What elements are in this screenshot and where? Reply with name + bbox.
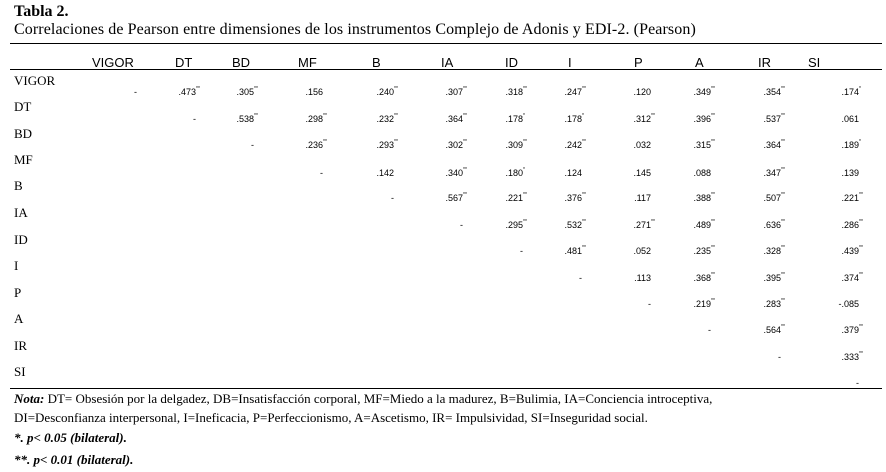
cell-ia-id: .295**	[505, 219, 527, 230]
cell-value: .113	[634, 273, 651, 283]
cell-value: .368	[693, 273, 711, 283]
row-label-dt: DT	[14, 99, 32, 114]
cell-value: .349	[693, 87, 711, 97]
cell-value: .221	[505, 193, 523, 203]
cell-value: -	[320, 168, 323, 178]
cell-ia-a: .489**	[693, 219, 715, 230]
row-label-a: A	[14, 311, 24, 326]
column-header-p: P	[634, 55, 643, 70]
cell-value: .221	[841, 193, 859, 203]
cell-value: -	[856, 378, 859, 388]
cell-value: -	[460, 220, 463, 230]
cell-value: .240	[376, 87, 394, 97]
cell-vigor-a: .349**	[693, 86, 715, 97]
cell-value: .364	[445, 114, 463, 124]
column-header-i: I	[568, 55, 572, 70]
cell-value: .333	[841, 352, 859, 362]
cell-mf-ir: .347**	[763, 167, 785, 178]
cell-value: -	[579, 273, 582, 283]
column-header-mf: MF	[298, 55, 317, 70]
column-header-bd: BD	[232, 55, 251, 70]
cell-bd-si: .189*	[841, 139, 861, 150]
cell-value: .564	[763, 325, 781, 335]
cell-id-si: .439**	[841, 245, 863, 256]
table-top-rule	[10, 43, 882, 44]
cell-bd-ia: .302**	[445, 139, 467, 150]
cell-value: .340	[445, 168, 463, 178]
column-header-ir: IR	[758, 55, 771, 70]
cell-value: -.085	[838, 299, 859, 309]
cell-ir-ir	[778, 352, 788, 362]
cell-ia-si: .286**	[841, 219, 863, 230]
cell-bd-i: .242**	[564, 139, 586, 150]
column-header-id: ID	[505, 55, 518, 70]
cell-id-i: .481**	[564, 245, 586, 256]
cell-bd-id: .309**	[505, 139, 527, 150]
cell-vigor-si: .174*	[841, 86, 861, 97]
cell-dt-b: .232**	[376, 113, 398, 124]
cell-value: .439	[841, 246, 859, 256]
significance-note-01: **. p< 0.01 (bilateral).	[14, 452, 134, 467]
cell-vigor-b: .240**	[376, 86, 398, 97]
cell-value: .124	[564, 168, 582, 178]
cell-i-p	[634, 273, 658, 283]
row-label-p: P	[14, 285, 22, 300]
cell-value: .318	[505, 87, 523, 97]
cell-value: .379	[841, 325, 859, 335]
cell-vigor-p	[633, 87, 658, 97]
cell-value: .354	[763, 87, 781, 97]
cell-value: .537	[763, 114, 781, 124]
cell-i-ir: .395**	[763, 272, 785, 283]
cell-value: .271	[633, 220, 651, 230]
cell-value: -	[134, 87, 137, 97]
cell-b-ir: .507**	[763, 192, 785, 203]
cell-vigor-ia: .307**	[445, 86, 467, 97]
cell-value: .088	[693, 168, 711, 178]
cell-vigor-dt: .473**	[178, 86, 200, 97]
cell-value: -	[251, 140, 254, 150]
table-label: Tabla 2.	[14, 3, 69, 20]
cell-value: .120	[633, 87, 651, 97]
cell-vigor-vigor	[134, 87, 144, 97]
cell-value: .388	[693, 193, 711, 203]
cell-p-ir: .283**	[763, 298, 785, 309]
cell-value: .396	[693, 114, 711, 124]
cell-dt-dt	[193, 114, 203, 124]
column-header-a: A	[695, 55, 704, 70]
cell-value: .052	[633, 246, 651, 256]
cell-value: -	[193, 114, 196, 124]
cell-p-p	[648, 299, 658, 309]
cell-value: .139	[841, 168, 859, 178]
cell-i-i	[579, 273, 589, 283]
cell-bd-bd	[251, 140, 261, 150]
cell-dt-a: .396**	[693, 113, 715, 124]
cell-id-p	[633, 246, 658, 256]
cell-value: .293	[376, 140, 394, 150]
cell-a-a	[708, 325, 718, 335]
cell-vigor-ir: .354**	[763, 86, 785, 97]
row-label-i: I	[14, 258, 19, 273]
row-label-mf: MF	[14, 152, 33, 167]
cell-value: .567	[445, 193, 463, 203]
row-label-ir: IR	[14, 338, 27, 353]
cell-ia-p: .271**	[633, 219, 655, 230]
cell-ia-ir: .636**	[763, 219, 785, 230]
cell-value: .481	[564, 246, 582, 256]
cell-dt-i: .178*	[564, 113, 584, 124]
row-label-bd: BD	[14, 126, 33, 141]
cell-value: .178	[505, 114, 523, 124]
table-title: Correlaciones de Pearson entre dimensiones de los instrumentos Complejo de Adonis y EDI-2. (Pearson)	[14, 21, 696, 38]
cell-dt-id: .178*	[505, 113, 525, 124]
cell-value: .364	[763, 140, 781, 150]
cell-value: .309	[505, 140, 523, 150]
cell-id-ir: .328**	[763, 245, 785, 256]
cell-value: -	[391, 193, 394, 203]
cell-p-a: .219**	[693, 298, 715, 309]
cell-value: .142	[376, 168, 394, 178]
row-label-id: ID	[14, 232, 28, 247]
column-header-si: SI	[808, 55, 821, 70]
nota-label: Nota:	[14, 391, 45, 406]
cell-value: .347	[763, 168, 781, 178]
cell-value: .235	[693, 246, 711, 256]
cell-si-si	[856, 378, 866, 388]
cell-vigor-bd: .305**	[236, 86, 258, 97]
cell-value: .532	[564, 220, 582, 230]
note-line-1	[14, 391, 712, 407]
column-header-b: B	[372, 55, 381, 70]
cell-i-si: .374**	[841, 272, 863, 283]
row-label-ia: IA	[14, 205, 28, 220]
cell-value: .156	[305, 87, 323, 97]
cell-mf-id: .180*	[505, 167, 525, 178]
cell-value: .174	[841, 87, 859, 97]
cell-ia-i: .532**	[564, 219, 586, 230]
table-bottom-rule	[10, 388, 882, 389]
cell-value: .507	[763, 193, 781, 203]
column-header-ia: IA	[441, 55, 454, 70]
cell-bd-ir: .364**	[763, 139, 785, 150]
cell-value: .283	[763, 299, 781, 309]
cell-vigor-id: .318**	[505, 86, 527, 97]
cell-value: .236	[305, 140, 323, 150]
cell-value: .117	[634, 193, 651, 203]
cell-value: .145	[633, 168, 651, 178]
cell-value: .305	[236, 87, 254, 97]
cell-dt-si	[841, 114, 866, 124]
cell-value: .298	[305, 114, 323, 124]
cell-value: .636	[763, 220, 781, 230]
cell-value: .189	[841, 140, 859, 150]
column-header-vigor: VIGOR	[92, 55, 134, 70]
cell-i-a: .368**	[693, 272, 715, 283]
cell-value: .395	[763, 273, 781, 283]
cell-value: -	[778, 352, 781, 362]
cell-value: .061	[841, 114, 859, 124]
cell-value: .328	[763, 246, 781, 256]
cell-dt-ir: .537**	[763, 113, 785, 124]
cell-dt-bd: .538**	[236, 113, 258, 124]
cell-value: .247	[564, 87, 582, 97]
cell-value: .538	[236, 114, 254, 124]
cell-b-ia: .567**	[445, 192, 467, 203]
cell-mf-p	[633, 168, 658, 178]
cell-value: -	[648, 299, 651, 309]
cell-mf-a	[693, 168, 718, 178]
cell-mf-mf	[320, 168, 330, 178]
cell-b-id: .221**	[505, 192, 527, 203]
cell-mf-si	[841, 168, 866, 178]
cell-id-a: .235**	[693, 245, 715, 256]
cell-value: .489	[693, 220, 711, 230]
cell-b-si: .221**	[841, 192, 863, 203]
cell-value: .312	[633, 114, 651, 124]
cell-value: .295	[505, 220, 523, 230]
cell-value: -	[520, 246, 523, 256]
cell-ir-si: .333**	[841, 351, 863, 362]
cell-vigor-i: .247**	[564, 86, 586, 97]
cell-bd-p	[633, 140, 658, 150]
note-line-2: DI=Desconfianza interpersonal, I=Ineficacia, P=Perfeccionismo, A=Ascetismo, IR= Impulsividad, SI=Inseguridad social.	[14, 410, 648, 425]
cell-bd-mf: .236**	[305, 139, 327, 150]
cell-value: .473	[178, 87, 196, 97]
column-header-dt: DT	[175, 55, 193, 70]
cell-dt-p: .312**	[633, 113, 655, 124]
cell-value: .178	[564, 114, 582, 124]
row-label-b: B	[14, 178, 23, 193]
significance-note-05: *. p< 0.05 (bilateral).	[14, 430, 127, 445]
cell-bd-a: .315**	[693, 139, 715, 150]
cell-dt-ia: .364**	[445, 113, 467, 124]
cell-value: .242	[564, 140, 582, 150]
cell-value: .219	[693, 299, 711, 309]
row-label-vigor: VIGOR	[14, 73, 56, 88]
cell-ia-ia	[460, 220, 470, 230]
cell-dt-mf: .298**	[305, 113, 327, 124]
cell-mf-i	[564, 168, 589, 178]
cell-value: .232	[376, 114, 394, 124]
cell-value: .376	[564, 193, 582, 203]
cell-id-id	[520, 246, 530, 256]
cell-value: .286	[841, 220, 859, 230]
cell-value: -	[708, 325, 711, 335]
cell-mf-ia: .340**	[445, 167, 467, 178]
cell-value: .032	[633, 140, 651, 150]
cell-bd-b: .293**	[376, 139, 398, 150]
cell-p-si	[838, 299, 866, 309]
cell-value: .180	[505, 168, 523, 178]
cell-value: .307	[445, 87, 463, 97]
row-label-si: SI	[14, 364, 26, 379]
note-text-1: DT= Obsesión por la delgadez, DB=Insatisfacción corporal, MF=Miedo a la madurez, B=Bulimia, IA=Conciencia introceptiva,	[44, 391, 713, 406]
cell-b-i: .376**	[564, 192, 586, 203]
cell-a-si: .379**	[841, 324, 863, 335]
cell-mf-b	[376, 168, 401, 178]
cell-value: .315	[693, 140, 711, 150]
cell-vigor-mf	[305, 87, 330, 97]
cell-b-p	[634, 193, 658, 203]
cell-b-b	[391, 193, 401, 203]
cell-value: .302	[445, 140, 463, 150]
cell-value: .374	[841, 273, 859, 283]
cell-b-a: .388**	[693, 192, 715, 203]
cell-a-ir: .564**	[763, 324, 785, 335]
